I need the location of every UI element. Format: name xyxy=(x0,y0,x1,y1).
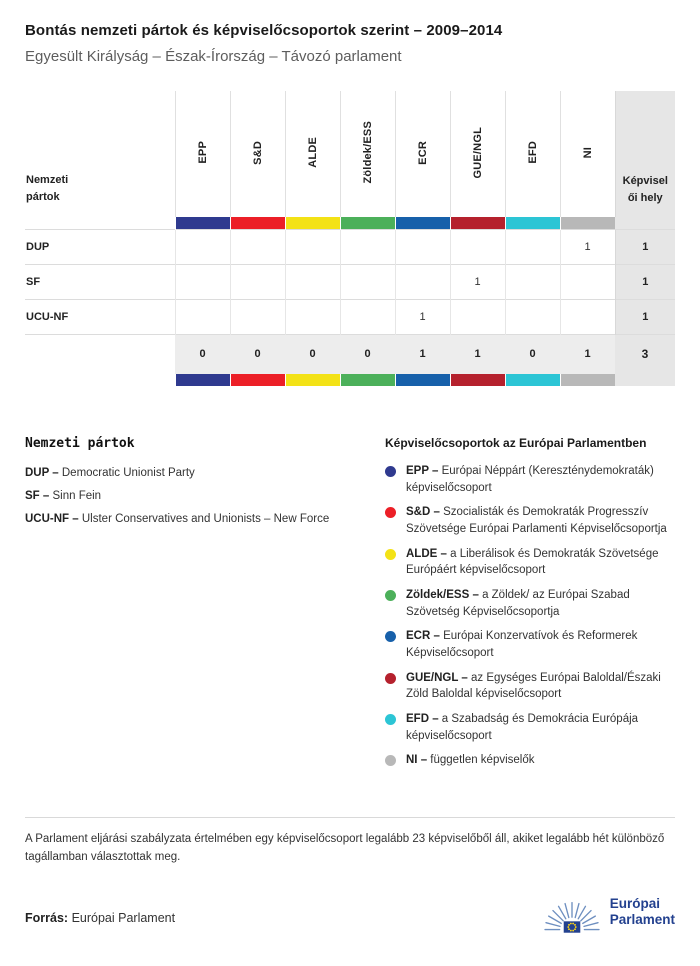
color-bar-ni xyxy=(560,217,615,229)
seat-count-cell xyxy=(230,299,285,334)
ep-logo-line2: Parlament xyxy=(609,911,675,927)
group-color-dot xyxy=(385,466,396,477)
table-header-row xyxy=(25,91,675,217)
seats-column-spacer xyxy=(615,217,675,229)
group-description: GUE/NGL – az Egységes Európai Baloldal/Északi Zöld Baloldal képviselőcsoport xyxy=(406,671,661,701)
group-total-cell: 0 xyxy=(505,334,560,374)
total-seats-cell: 1 xyxy=(615,299,675,334)
seat-count-cell xyxy=(395,229,450,264)
color-bar-sd xyxy=(230,217,285,229)
group-description: ALDE – a Liberálisok és Demokraták Szövetsége Európáért képviselőcsoport xyxy=(406,547,659,577)
group-color-bar-row-bottom xyxy=(25,374,675,386)
color-bar-epp xyxy=(175,374,230,386)
seats-table xyxy=(25,91,675,386)
color-bar-zoldek-ess xyxy=(340,217,395,229)
seat-count-cell xyxy=(505,264,560,299)
seat-count-cell xyxy=(340,229,395,264)
group-total-cell: 0 xyxy=(175,334,230,374)
ep-logo-wordmark xyxy=(610,896,675,928)
seat-count-cell xyxy=(505,299,560,334)
list-item xyxy=(385,504,675,537)
party-name-cell: UCU-NF xyxy=(25,299,175,334)
seats-column-spacer xyxy=(615,374,675,386)
group-color-dot xyxy=(385,755,396,766)
seat-count-cell xyxy=(285,229,340,264)
color-bar-zoldek-ess xyxy=(340,374,395,386)
table-row-sf xyxy=(25,264,675,299)
column-header-alde: ALDE xyxy=(285,91,340,217)
group-legend-title: Képviselőcsoportok az Európai Parlamentben xyxy=(385,436,647,450)
group-description: S&D – Szocialisták és Demokraták Progresszív Szövetsége Európai Parlamenti Képviselőcsoportja xyxy=(406,506,667,536)
column-header-epp: EPP xyxy=(175,91,230,217)
column-header-zoldek-ess: Zöldek/ESS xyxy=(340,91,395,217)
group-total-cell: 1 xyxy=(450,334,505,374)
totals-spacer xyxy=(25,334,175,374)
source-line xyxy=(25,911,175,925)
group-description: NI – független képviselők xyxy=(406,754,535,767)
seat-count-cell xyxy=(340,264,395,299)
list-item xyxy=(385,628,675,661)
bar-spacer xyxy=(25,374,175,386)
color-bar-gue-ngl xyxy=(450,374,505,386)
seat-count-cell xyxy=(285,264,340,299)
row-header-label: Nemzeti pártok xyxy=(26,173,69,204)
footnote-section xyxy=(25,817,675,867)
party-full-name: Democratic Unionist Party xyxy=(61,467,195,479)
list-item xyxy=(385,587,675,620)
seat-count-cell xyxy=(285,299,340,334)
group-color-dot xyxy=(385,507,396,518)
ep-hemicycle-icon xyxy=(543,889,601,935)
party-abbr: UCU-NF – xyxy=(25,513,79,525)
total-seats-cell: 1 xyxy=(615,264,675,299)
group-color-dot xyxy=(385,714,396,725)
color-bar-ni xyxy=(560,374,615,386)
group-total-cell: 1 xyxy=(395,334,450,374)
party-name-cell: SF xyxy=(25,264,175,299)
party-full-name: Sinn Fein xyxy=(52,490,102,502)
list-item xyxy=(25,467,385,479)
seat-count-cell xyxy=(340,299,395,334)
page-title: Bontás nemzeti pártok és képviselőcsoportok szerint – 2009–2014 xyxy=(25,22,503,39)
color-bar-epp xyxy=(175,217,230,229)
list-item xyxy=(25,490,385,502)
seat-count-cell xyxy=(175,299,230,334)
list-item xyxy=(385,546,675,579)
color-bar-ecr xyxy=(395,217,450,229)
bar-spacer xyxy=(25,217,175,229)
list-item xyxy=(385,463,675,496)
seat-count-cell xyxy=(560,299,615,334)
color-bar-efd xyxy=(505,217,560,229)
party-abbr: DUP – xyxy=(25,467,59,479)
seat-count-cell xyxy=(450,229,505,264)
party-legend xyxy=(25,436,385,777)
group-color-dot xyxy=(385,549,396,560)
seat-count-cell xyxy=(175,229,230,264)
european-parliament-logo xyxy=(543,889,675,935)
list-item xyxy=(385,752,675,769)
table-row-ucu-nf xyxy=(25,299,675,334)
column-header-efd: EFD xyxy=(505,91,560,217)
color-bar-alde xyxy=(285,217,340,229)
group-total-cell: 0 xyxy=(230,334,285,374)
color-bar-ecr xyxy=(395,374,450,386)
party-abbr: SF – xyxy=(25,490,50,502)
seat-count-cell xyxy=(175,264,230,299)
source-value: Európai Parlament xyxy=(71,910,176,925)
column-header-seats: Képviselői hely xyxy=(615,91,675,217)
table-row-dup xyxy=(25,229,675,264)
list-item xyxy=(385,670,675,703)
group-description: EFD – a Szabadság és Demokrácia Európája képviselőcsoport xyxy=(406,713,639,742)
color-bar-alde xyxy=(285,374,340,386)
page-subtitle: Egyesült Királyság – Észak-Írország – Távozó parlament xyxy=(25,48,402,65)
group-color-dot xyxy=(385,590,396,601)
group-color-bar-row xyxy=(25,217,675,229)
group-total-cell: 0 xyxy=(340,334,395,374)
group-color-dot xyxy=(385,631,396,642)
group-description: Zöldek/ESS – a Zöldek/ az Európai Szabad Szövetség Képviselőcsoportja xyxy=(406,589,630,618)
group-color-dot xyxy=(385,673,396,684)
seat-count-cell: 1 xyxy=(560,229,615,264)
column-header-sd: S&D xyxy=(230,91,285,217)
list-item xyxy=(385,711,675,744)
column-header-ni: NI xyxy=(560,91,615,217)
party-full-name: Ulster Conservatives and Unionists – New Force xyxy=(81,513,330,525)
group-description: ECR – Európai Konzervatívok és Reformerek Képviselőcsoport xyxy=(406,630,638,660)
group-legend xyxy=(385,436,675,777)
color-bar-sd xyxy=(230,374,285,386)
group-total-cell: 0 xyxy=(285,334,340,374)
seat-count-cell xyxy=(395,264,450,299)
seat-count-cell: 1 xyxy=(450,264,505,299)
totals-row xyxy=(25,334,675,374)
party-name-cell: DUP xyxy=(25,229,175,264)
seat-count-cell xyxy=(230,229,285,264)
eu-flag-icon xyxy=(563,921,580,932)
color-bar-gue-ngl xyxy=(450,217,505,229)
grand-total-cell: 3 xyxy=(615,334,675,374)
seat-count-cell: 1 xyxy=(395,299,450,334)
legend-section xyxy=(25,436,675,777)
column-header-gue-ngl: GUE/NGL xyxy=(450,91,505,217)
seat-count-cell xyxy=(560,264,615,299)
column-header-ecr: ECR xyxy=(395,91,450,217)
ep-logo-line1: Európai xyxy=(609,895,660,911)
group-total-cell: 1 xyxy=(560,334,615,374)
seat-count-cell xyxy=(230,264,285,299)
footer-row xyxy=(25,889,675,935)
seat-count-cell xyxy=(505,229,560,264)
color-bar-efd xyxy=(505,374,560,386)
seat-count-cell xyxy=(450,299,505,334)
total-seats-cell: 1 xyxy=(615,229,675,264)
list-item xyxy=(25,513,385,525)
footnote-text: A Parlament eljárási szabályzata értelmében egy képviselőcsoport legalább 23 képviselőből áll, akiket legalább hét különböző tagállamban választottak meg. xyxy=(25,833,665,863)
party-legend-title: Nemzeti pártok xyxy=(25,436,135,451)
group-description: EPP – Európai Néppárt (Kereszténydemokraták) képviselőcsoport xyxy=(406,465,654,494)
source-label: Forrás: xyxy=(25,910,69,925)
